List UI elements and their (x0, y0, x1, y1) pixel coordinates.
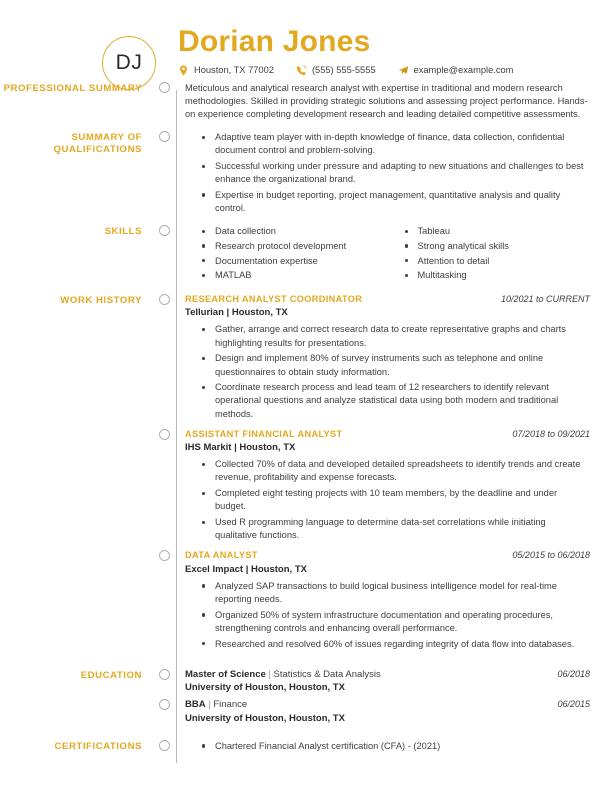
job-title: ASSISTANT FINANCIAL ANALYST (185, 428, 343, 439)
section-label-work-history: WORK HISTORY (60, 294, 142, 306)
timeline-node-icon (159, 669, 170, 680)
resume-header (0, 0, 612, 82)
section-certifications (0, 740, 612, 763)
education-school: University of Houston, Houston, TX (185, 712, 345, 724)
job-bullets (185, 458, 590, 542)
education-entry (185, 699, 590, 724)
send-email-icon (398, 65, 409, 76)
section-content-summary-of-qualifications (176, 131, 612, 225)
certification-item: Chartered Financial Analyst certification (CFA) - (2021) (202, 740, 590, 753)
work-history-entries (176, 294, 612, 669)
timeline-node-icon (159, 294, 170, 305)
education-degree: BBA | Finance (185, 699, 248, 711)
education-date: 06/2015 (557, 699, 590, 710)
section-education (0, 669, 612, 740)
location-pin-icon (178, 65, 189, 76)
job-bullet-item: Used R programming language to determine data-set correlations while initiating qualitative functions. (202, 516, 590, 542)
qualification-item: Successful working under pressure and adapting to new situations and challenges to best enhance the organizational brand. (202, 160, 590, 186)
education-line (185, 669, 590, 680)
phone-icon (296, 65, 307, 76)
job-bullet-item: Researched and resolved 60% of issues regarding integrity of data flow into databases. (202, 638, 590, 651)
job-company: Tellurian | Houston, TX (185, 307, 288, 319)
job-bullet-item: Organized 50% of system infrastructure documentation and operating procedures, strengthening controls and enhancing overall performance. (202, 609, 590, 635)
section-content-professional-summary (176, 82, 612, 132)
education-degree: Master of Science | Statistics & Data Analysis (185, 668, 381, 680)
monogram-initials: DJ (115, 51, 143, 74)
contact-location-text: Houston, TX 77002 (194, 65, 274, 75)
work-history-entry (185, 294, 590, 421)
job-dates: 10/2021 to CURRENT (500, 293, 590, 304)
job-dates: 07/2018 to 09/2021 (512, 428, 590, 439)
timeline-node-icon (159, 740, 170, 751)
contact-phone (296, 65, 376, 76)
contact-row (178, 65, 513, 76)
job-header (185, 429, 590, 439)
timeline-node-icon (159, 699, 170, 710)
timeline-node-icon (159, 131, 170, 142)
section-work-history (0, 294, 612, 669)
job-bullets (185, 323, 590, 420)
section-summary-of-qualifications (0, 131, 612, 225)
job-bullet-item: Gather, arrange and correct research data to create representative graphs and charts highlighting results for presentations. (202, 323, 590, 349)
section-professional-summary (0, 82, 612, 132)
skill-item: Multitasking (405, 269, 591, 282)
skill-item: Tableau (405, 225, 591, 238)
skill-item: Research protocol development (202, 240, 388, 253)
qualification-item: Adaptive team player with in-depth knowledge of finance, data collection, confidential document control and problem-solving. (202, 131, 590, 157)
job-header (185, 294, 590, 304)
job-bullet-item: Analyzed SAP transactions to build logical business intelligence model for real-time reporting needs. (202, 580, 590, 606)
contact-phone-text: (555) 555-5555 (311, 65, 376, 75)
contact-email-text: example@example.com (413, 65, 514, 75)
header-text-block (178, 24, 513, 76)
job-title: RESEARCH ANALYST COORDINATOR (185, 293, 363, 304)
job-bullet-item: Design and implement 80% of survey instruments such as telephone and online questionnaires to obtain study information. (202, 352, 590, 378)
skills-column-right (388, 225, 591, 284)
contact-email (398, 65, 514, 76)
job-bullet-item: Completed eight testing projects with 10 team members, by the deadline and under budget. (202, 487, 590, 513)
education-entry (185, 669, 590, 694)
section-skills (0, 225, 612, 294)
education-line (185, 699, 590, 710)
section-label-professional-summary: PROFESSIONAL SUMMARY (3, 82, 142, 94)
job-company: Excel Impact | Houston, TX (185, 563, 307, 575)
skill-item: Documentation expertise (202, 255, 388, 268)
resume-body (0, 82, 612, 764)
skills-columns (185, 225, 590, 284)
section-label-skills: SKILLS (104, 226, 142, 238)
timeline-node-icon (159, 225, 170, 236)
education-date: 06/2018 (557, 668, 590, 679)
education-entries (176, 669, 612, 740)
skill-item: Attention to detail (405, 255, 591, 268)
job-bullet-item: Collected 70% of data and developed detailed spreadsheets to identify trends and create revenue, profitability and expense forecasts. (202, 458, 590, 484)
timeline-node-icon (159, 429, 170, 440)
skill-item: Strong analytical skills (405, 240, 591, 253)
job-bullets (185, 580, 590, 651)
work-history-entry (185, 550, 590, 650)
job-company: IHS Markit | Houston, TX (185, 442, 296, 454)
work-history-entry (185, 429, 590, 543)
job-dates: 05/2015 to 06/2018 (512, 550, 590, 561)
candidate-name: Dorian Jones (178, 25, 371, 58)
professional-summary-paragraph: Meticulous and analytical research analyst with expertise in traditional and modern research methodologies. Skilled in providing strategic solutions and assessing project performance. Hands-on experience completing development research and leading detailed competitive assessments. (185, 82, 588, 119)
qualification-item: Expertise in budget reporting, project management, quantitative analysis and quality control. (202, 189, 590, 215)
job-title: DATA ANALYST (185, 550, 258, 561)
section-label-education: EDUCATION (80, 669, 142, 681)
skill-item: Data collection (202, 225, 388, 238)
section-label-certifications: CERTIFICATIONS (54, 740, 142, 752)
job-header (185, 550, 590, 560)
section-content-skills (176, 225, 612, 294)
section-label-summary-of-qualifications: SUMMARY OF QUALIFICATIONS (53, 132, 142, 156)
job-bullet-item: Coordinate research process and lead team of 12 researchers to identify relevant operational questions and analyze statistical data using both modern and traditional methods. (202, 381, 590, 421)
section-content-certifications (176, 740, 612, 763)
timeline-node-icon (159, 82, 170, 93)
certifications-list (185, 740, 590, 753)
contact-location (178, 65, 274, 76)
timeline-node-icon (159, 550, 170, 561)
qualifications-list (185, 131, 590, 215)
skills-column-left (185, 225, 388, 284)
education-school: University of Houston, Houston, TX (185, 682, 345, 694)
skill-item: MATLAB (202, 269, 388, 282)
